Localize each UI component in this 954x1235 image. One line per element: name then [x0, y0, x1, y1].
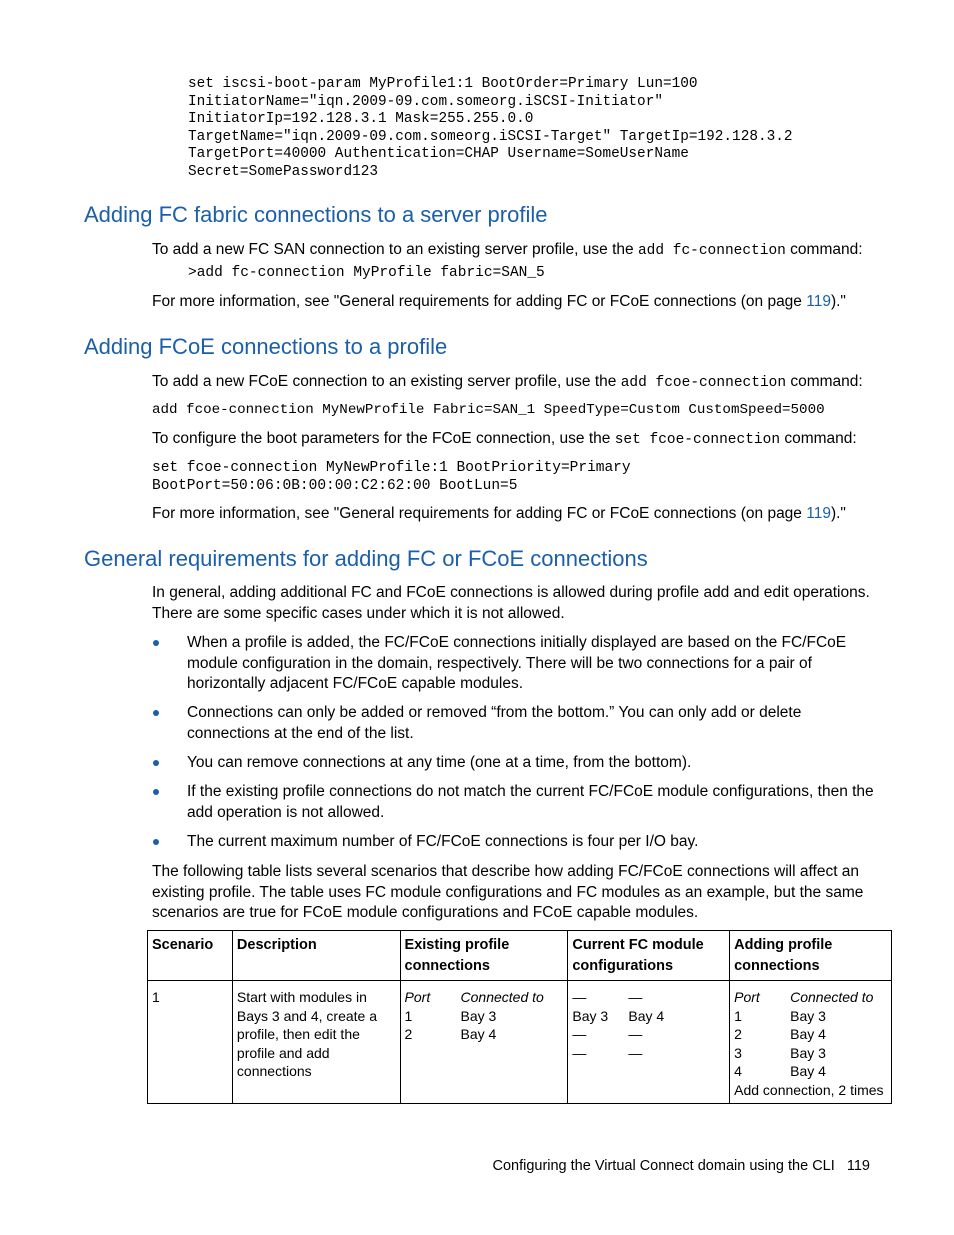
- list-item: If the existing profile connections do not match the current FC/FCoE module configurations, then the add operation is not allowed.: [187, 783, 874, 821]
- bullet-icon: [153, 760, 159, 766]
- bullet-icon: [153, 710, 159, 716]
- page-link[interactable]: 119: [806, 293, 831, 310]
- paragraph-fc-more-info: For more information, see "General requirements for adding FC or FCoE connections (on page 119).": [152, 293, 846, 310]
- table-cell-current: — — Bay 3 Bay 4 — — — —: [568, 981, 730, 1104]
- paragraph-fcoe-boot: To configure the boot parameters for the FCoE connection, use the set fcoe-connection command:: [152, 430, 857, 448]
- table-cell-existing: Port Connected to 1 Bay 3 2 Bay 4: [400, 981, 568, 1104]
- code-add-fc-connection: >add fc-connection MyProfile fabric=SAN_5: [188, 265, 545, 281]
- table-header-cell: Current FC module configurations: [568, 931, 730, 981]
- code-add-fcoe-connection: add fcoe-connection MyNewProfile Fabric=SAN_1 SpeedType=Custom CustomSpeed=5000: [152, 402, 825, 418]
- paragraph-table-intro-line2: existing profile. The table uses FC module configurations and FC modules as an example, but the same: [152, 884, 864, 901]
- bullet-icon: [153, 640, 159, 646]
- table-cell-scenario: 1: [148, 981, 233, 1104]
- list-item: When a profile is added, the FC/FCoE connections initially displayed are based on the FC/FCoE module configuration in the domain, respectively. There will be two connections for a pair of horizontally adjacent FC/FCoE capable modules.: [187, 634, 847, 692]
- heading-fcoe: Adding FCoE connections to a profile: [84, 334, 448, 359]
- footer-text: Configuring the Virtual Connect domain using the CLI: [492, 1158, 835, 1174]
- paragraph-fcoe-more-info: For more information, see "General requirements for adding FC or FCoE connections (on page 119).": [152, 505, 846, 522]
- table-cell-description: Start with modules in Bays 3 and 4, create a profile, then edit the profile and add connections: [232, 981, 400, 1104]
- list-item: You can remove connections at any time (one at a time, from the bottom).: [187, 754, 692, 771]
- inline-command: set fcoe-connection: [614, 432, 781, 448]
- table-cell-adding: Port Connected to 1 Bay 3 2 Bay 4 3 Bay 3 4 Bay 4 Add connection, 2 times: [730, 981, 892, 1104]
- paragraph-fc-intro: To add a new FC SAN connection to an existing server profile, use the add fc-connection command:: [152, 241, 863, 259]
- table-header-cell: Existing profile connections: [400, 931, 568, 981]
- list-item: The current maximum number of FC/FCoE connections is four per I/O bay.: [187, 833, 699, 850]
- table-header-cell: Description: [232, 931, 400, 981]
- table-row: [148, 981, 892, 1104]
- paragraph-general-intro-line2: There are some specific cases under which it is not allowed.: [152, 605, 565, 622]
- code-block-iscsi: set iscsi-boot-param MyProfile1:1 BootOrder=Primary Lun=100 InitiatorName="iqn.2009-09.com.someorg.iSCSI-Initiator" InitiatorIp=192.128.3.1 Mask=255.255.0.0 TargetName="iqn.2009-09.com.someorg.iSCSI-Target" TargetIp=192.128.3.2 TargetPort=40000 Authentication=CHAP Username=SomeUserName Secret=SomePassword123: [188, 76, 793, 180]
- paragraph-table-intro-line1: The following table lists several scenarios that describe how adding FC/FCoE connections will affect an: [152, 863, 860, 880]
- paragraph-table-intro-line3: scenarios are true for FCoE module configurations and FCoE capable modules.: [152, 904, 699, 921]
- bullet-icon: [153, 789, 159, 795]
- table-header-cell: Scenario: [148, 931, 233, 981]
- scenarios-table: [147, 930, 892, 1104]
- heading-general-requirements: General requirements for adding FC or FCoE connections: [84, 546, 648, 571]
- page-number: 119: [846, 1158, 870, 1174]
- list-item: Connections can only be added or removed “from the bottom.” You can only add or delete connections at the end of the list.: [187, 704, 802, 742]
- table-header-cell: Adding profile connections: [730, 931, 892, 981]
- heading-fc-fabric: Adding FC fabric connections to a server profile: [84, 202, 548, 227]
- inline-command: add fcoe-connection: [620, 375, 787, 391]
- paragraph-general-intro-line1: In general, adding additional FC and FCoE connections is allowed during profile add and edit operations.: [152, 584, 870, 601]
- page-footer: [492, 1158, 870, 1174]
- bullet-icon: [153, 839, 159, 845]
- table-header-row: [148, 931, 892, 981]
- code-set-fcoe-connection: set fcoe-connection MyNewProfile:1 BootPriority=Primary BootPort=50:06:0B:00:00:C2:62:00 BootLun=5: [152, 460, 631, 494]
- page-link[interactable]: 119: [806, 505, 831, 522]
- paragraph-fcoe-intro: To add a new FCoE connection to an existing server profile, use the add fcoe-connection command:: [152, 373, 863, 391]
- inline-command: add fc-connection: [637, 243, 786, 259]
